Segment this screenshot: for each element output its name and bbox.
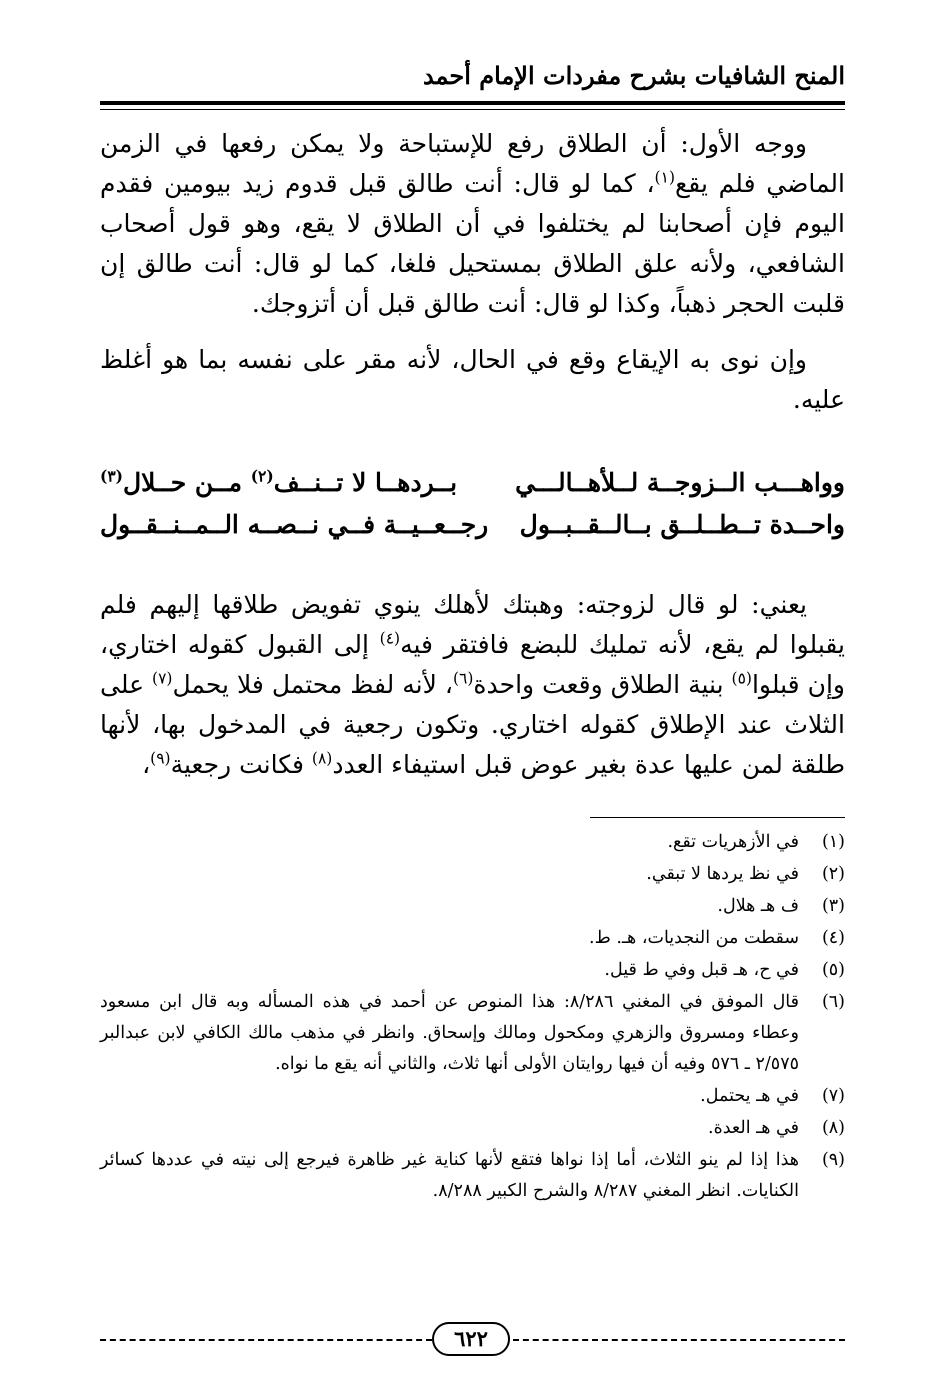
footnote-ref-7: (٧) <box>152 669 173 688</box>
text-segment: مــن حــلال <box>123 468 251 497</box>
footnote-ref-3: (٣) <box>100 466 124 486</box>
footnote-number: (١) <box>821 832 845 852</box>
verse-1-second-hemistich <box>100 462 457 504</box>
page-footer <box>100 1320 845 1360</box>
text-segment: بنية الطلاق وقعت واحدة <box>473 670 732 699</box>
header-rule-thin <box>100 109 845 110</box>
poem-verses <box>100 462 845 546</box>
text-segment: ووجه الأول: أن الطلاق رفع للإستباحة ولا يمكن رفعها في الزمن الماضي فلم يقع <box>100 129 845 198</box>
footnote-ref-9: (٩) <box>150 749 171 768</box>
footnote-ref-2: (٢) <box>250 466 274 486</box>
footnote-ref-4: (٤) <box>379 629 401 648</box>
footnote-number: (٥) <box>821 960 845 980</box>
footnote-item <box>100 827 845 858</box>
footnote-ref-5: (٥) <box>731 669 752 688</box>
footnote-item <box>100 1081 845 1112</box>
footer-dashed-rule-right <box>513 1339 845 1341</box>
footnote-separator <box>590 817 845 818</box>
paragraph-explanation <box>100 585 845 785</box>
footnote-item <box>100 859 845 890</box>
footnote-ref-1: (١) <box>654 168 675 187</box>
footnote-text: في نظ يردها لا تبقي. <box>646 864 799 884</box>
footnote-text: في هـ يحتمل. <box>700 1086 799 1106</box>
verse-2 <box>100 504 845 546</box>
text-segment: إلى القبول كقوله اختاري، وإن قبلوا <box>100 630 845 699</box>
main-text-bottom <box>100 585 845 785</box>
text-segment: فكانت رجعية <box>170 750 312 779</box>
running-title: المنح الشافيات بشرح مفردات الإمام أحمد <box>422 61 845 90</box>
footnote-number: (٨) <box>821 1118 845 1138</box>
footnote-item <box>100 1113 845 1144</box>
verse-2-second-hemistich: رجــعــيــة فــي نــصــه الــمــنــقــول <box>100 510 489 539</box>
verse-1-first-hemistich: وواهـــب الــزوجــة لــلأهــالـــي <box>515 468 845 497</box>
footnote-item <box>100 1145 845 1207</box>
footnote-item <box>100 923 845 954</box>
page-number: ٦٢٢ <box>432 1322 510 1356</box>
footnote-number: (٦) <box>821 992 845 1012</box>
footnotes-list <box>100 827 845 1208</box>
text-segment: ، <box>142 750 151 779</box>
footnote-number: (٣) <box>821 896 845 916</box>
footnote-ref-8: (٨) <box>311 749 333 768</box>
footnote-item <box>100 987 845 1080</box>
text-segment: بــردهــا لا تــنــف <box>273 468 458 497</box>
footer-dashed-rule-left <box>100 1339 432 1341</box>
footnote-text: هذا إذا لم ينو الثلاث، أما إذا نواها فتقع لأنها كناية غير ظاهرة فيرجع إلى نيته في عددها كسائر الكنايات. انظر المغني ٨/٢٨٧ والشرح الكبير ٨/٢٨٨. <box>100 1150 799 1201</box>
paragraph-intention: وإن نوى به الإيقاع وقع في الحال، لأنه مقر على نفسه بما هو أغلظ عليه. <box>100 345 845 414</box>
footnote-text: ف هـ هلال. <box>717 896 799 916</box>
footnote-text: في الأزهريات تقع. <box>667 832 799 852</box>
text-segment: ، لأنه لفظ محتمل فلا يحمل <box>172 670 453 699</box>
text-segment: ، كما لو قال: أنت طالق قبل قدوم زيد بيومين فقدم اليوم فإن أصحابنا لم يختلفوا في أن الطلاق لا يقع، وهو قول أصحاب الشافعي، ولأنه علق الطلاق بمستحيل فلغا، كما لو قال: أنت طالق إن قلبت الحجر ذهباً، وكذا لو قال: أنت طالق قبل أن أتزوجك. <box>100 169 845 318</box>
footnote-text: في هـ العدة. <box>708 1118 799 1138</box>
footnote-number: (٧) <box>821 1086 845 1106</box>
text-segment: يعني: لو قال لزوجته: وهبتك لأهلك ينوي تفويض طلاقها إليهم فلم يقبلوا لم يقع، لأنه تمليك للبضع فافتقر فيه <box>100 590 845 659</box>
footnote-number: (٤) <box>821 928 845 948</box>
paragraph-first-reason <box>100 124 845 324</box>
main-text-top <box>100 124 845 420</box>
verse-2-first-hemistich: واحــدة تــطــلــق بــالــقــبــول <box>519 510 845 539</box>
footnote-text: قال الموفق في المغني ٨/٢٨٦: هذا المنوص عن أحمد في هذه المسأله وبه قال ابن مسعود وعطاء ومسروق والزهري ومكحول ومالك وإسحاق. وانظر في مذهب مالك الكافي لابن عبدالبر ٢/٥٧٥ ـ ٥٧٦ وفيه أن فيها روايتان الأولى أنها ثلاث، والثاني أنه يقع ما نواه. <box>100 992 799 1074</box>
footnote-text: سقطت من النجديات، هـ. ط. <box>589 928 799 948</box>
book-page <box>100 0 845 1387</box>
footnote-number: (٩) <box>821 1150 845 1170</box>
text-segment: على الثلاث عند الإطلاق كقوله اختاري. وتكون رجعية في المدخول بها، لأنها طلقة لمن عليها عدة بغير عوض قبل استيفاء العدد <box>100 670 845 779</box>
footnote-item <box>100 891 845 922</box>
footnote-item <box>100 955 845 986</box>
header-rule-thick <box>100 101 845 105</box>
footnote-text: في ح، هـ قبل وفي ط قيل. <box>604 960 799 980</box>
footnote-number: (٢) <box>821 864 845 884</box>
footnote-ref-6: (٦) <box>452 669 474 688</box>
verse-1 <box>100 462 845 504</box>
